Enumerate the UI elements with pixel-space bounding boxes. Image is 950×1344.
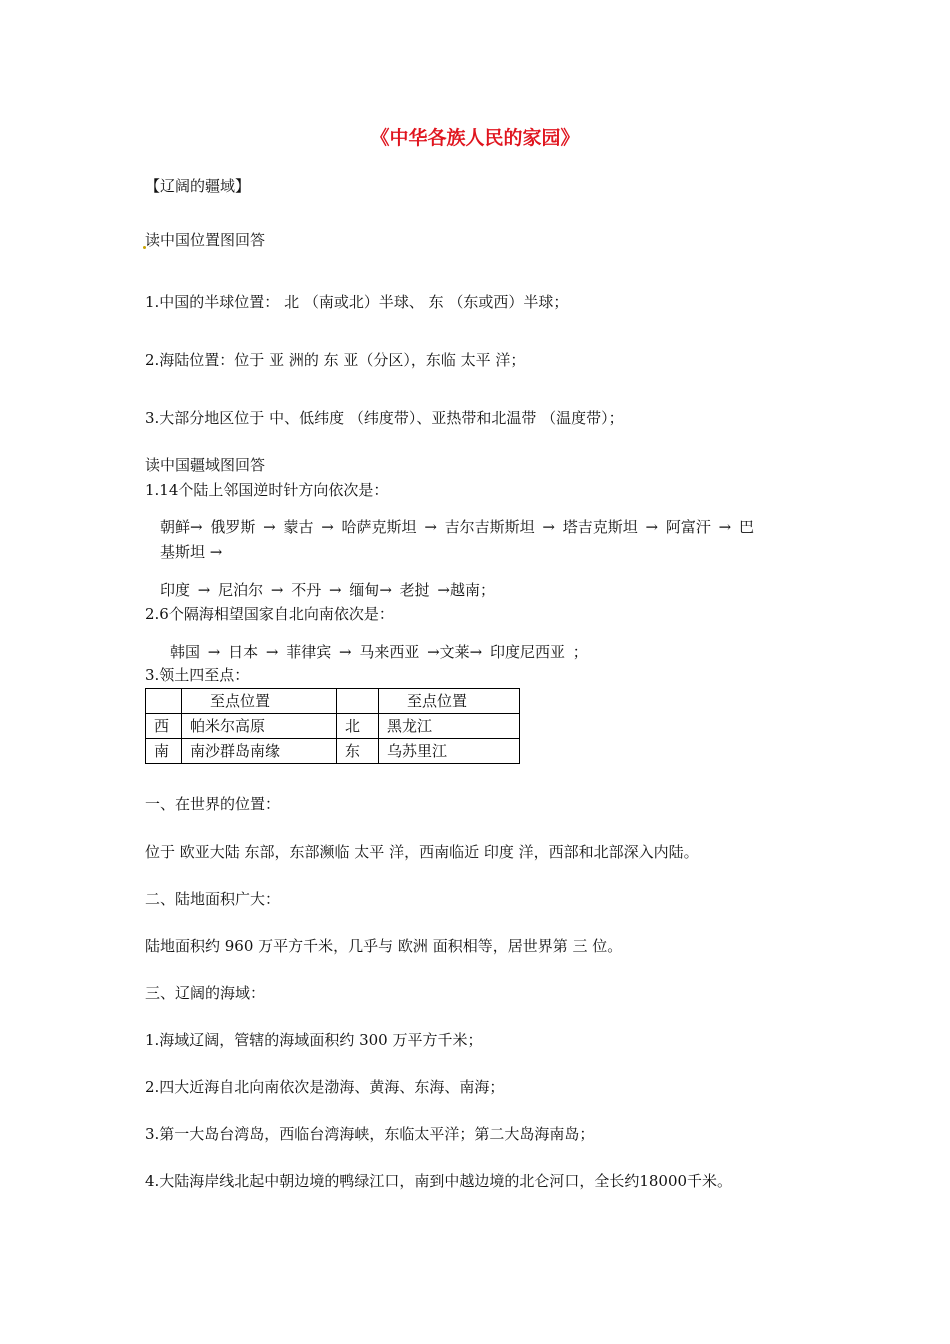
table-row (146, 739, 520, 764)
table-cell: 帕米尔高原 (182, 714, 337, 739)
table-cell: 南 (146, 739, 182, 764)
q2-heading: 读中国疆域图回答 (145, 456, 266, 474)
part3-item-3: 3.第一大岛台湾岛，西临台湾海峡，东临太平洋；第二大岛海南岛； (145, 1125, 595, 1143)
table-cell: 黑龙江 (379, 714, 520, 739)
sea-neighbors-line: 韩国 → 日本 → 菲律宾 → 马来西亚 →文莱→ 印度尼西亚 ； (170, 643, 588, 661)
q1-item-2: 2.海陆位置：位于 亚 洲的 东 亚（分区），东临 太平 洋； (145, 351, 526, 369)
table-cell (337, 689, 379, 714)
table-cell: 东 (337, 739, 379, 764)
table-header-cell: 至点位置 (182, 689, 337, 714)
neighbors-line-2: 基斯坦 → (160, 543, 223, 561)
table-cell: 乌苏里江 (379, 739, 520, 764)
part2-heading: 二、陆地面积广大： (145, 890, 281, 908)
part1-heading: 一、在世界的位置： (145, 795, 281, 813)
q2-item-1: 1.14个陆上邻国逆时针方向依次是： (145, 481, 389, 499)
q2-item-3: 3.领土四至点： (145, 666, 250, 684)
section-header: 【辽阔的疆域】 (145, 177, 251, 195)
q2-item-2: 2.6个隔海相望国家自北向南依次是： (145, 605, 394, 623)
q1-heading: 读中国位置图回答 (145, 231, 266, 249)
part3-item-1: 1.海域辽阔，管辖的海域面积约 300 万平方千米； (145, 1031, 483, 1049)
table-cell (146, 689, 182, 714)
table-row (146, 714, 520, 739)
part3-item-4: 4.大陆海岸线北起中朝边境的鸭绿江口，南到中越边境的北仑河口，全长约18000千米。 (145, 1172, 733, 1190)
table-cell: 北 (337, 714, 379, 739)
part2-text: 陆地面积约 960 万平方千米，几乎与 欧洲 面积相等，居世界第 三 位。 (145, 937, 623, 955)
part1-text: 位于 欧亚大陆 东部，东部濒临 太平 洋，西南临近 印度 洋，西部和北部深入内陆。 (145, 843, 699, 861)
table-header-row (146, 689, 520, 714)
q1-item-3: 3.大部分地区位于 中、低纬度 （纬度带）、亚热带和北温带 （温度带）； (145, 409, 624, 427)
q1-item-1: 1.中国的半球位置： 北 （南或北）半球、 东 （东或西）半球； (145, 293, 569, 311)
part3-heading: 三、辽阔的海域： (145, 984, 266, 1002)
document-title: 《中华各族人民的家园》 (370, 127, 580, 149)
part3-item-2: 2.四大近海自北向南依次是渤海、黄海、东海、南海； (145, 1078, 505, 1096)
table-cell: 西 (146, 714, 182, 739)
neighbors-line-1: 朝鲜→ 俄罗斯 → 蒙古 → 哈萨克斯坦 → 吉尔吉斯斯坦 → 塔吉克斯坦 → 阿富汗 → 巴 (160, 518, 754, 536)
table-header-cell: 至点位置 (379, 689, 520, 714)
table-cell: 南沙群岛南缘 (182, 739, 337, 764)
extremes-table (145, 688, 520, 764)
neighbors-line-3: 印度 → 尼泊尔 → 不丹 → 缅甸→ 老挝 →越南； (160, 581, 495, 599)
